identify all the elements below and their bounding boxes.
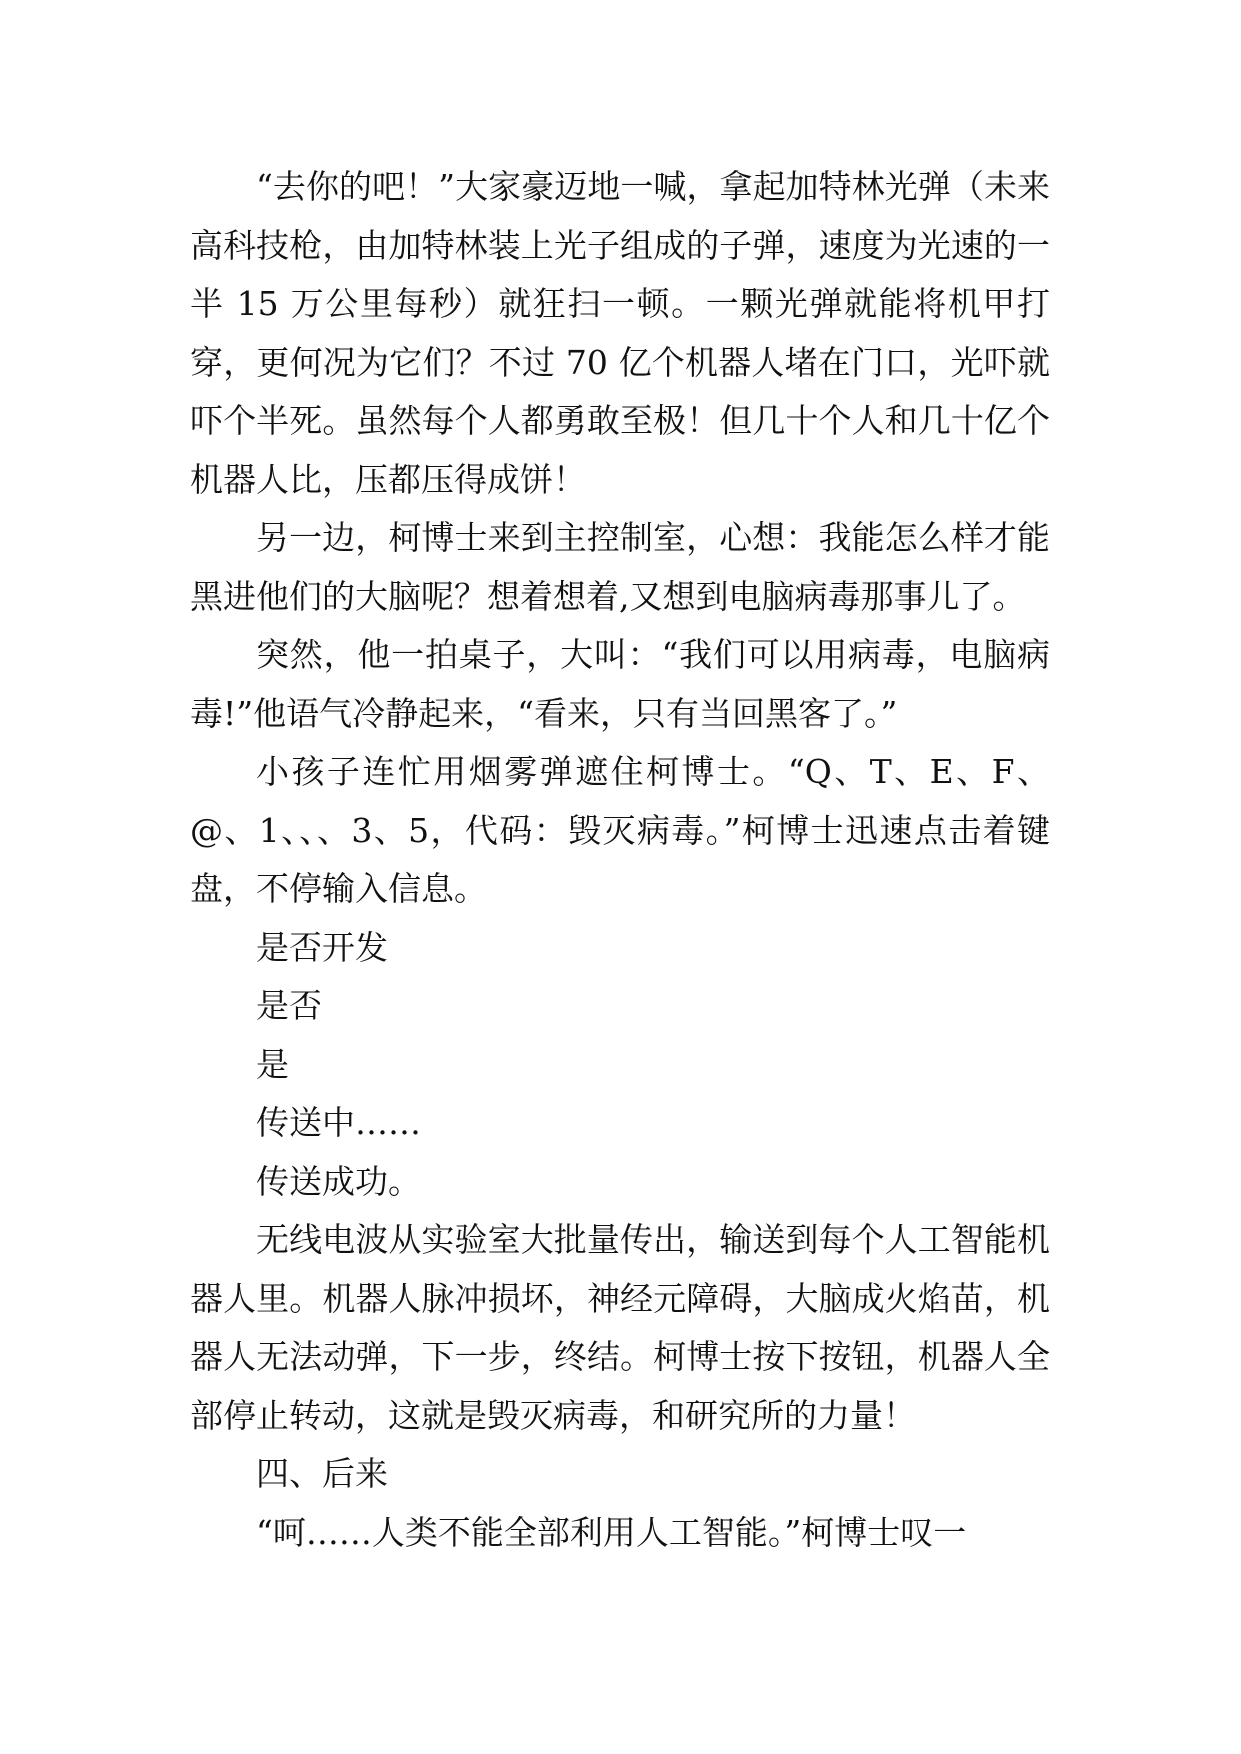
paragraph-radio-waves: 无线电波从实验室大批量传出，输送到每个人工智能机器人里。机器人脉冲损坏，神经元障碍，大脑成火焰苗，机器人无法动弹，下一步，终结。柯博士按下按钮，机器人全部停止转动，这就是毁灭病毒，和研究所的力量！ [190,1220,1050,1435]
line-transmitting: 传送中…… [256,1103,421,1142]
paragraph-code-input: 小孩子连忙用烟雾弹遮住柯博士。“Q、T、E、F、@、1、、、3、5，代码：毁灭病毒。”柯博士迅速点击着键盘，不停输入信息。 [190,752,1050,908]
line-yes: 是 [256,1044,289,1084]
section-heading-later: 四、后来 [256,1454,388,1493]
paragraph-sigh: “呵……人类不能全部利用人工智能。”柯博士叹一 [256,1512,967,1552]
paragraph-control-room: 另一边，柯博士来到主控制室，心想：我能怎么样才能黑进他们的大脑呢？想着想着,又想到电脑病毒那事儿了。 [190,518,1050,616]
paragraph-virus-idea: 突然，他一拍桌子，大叫：“我们可以用病毒，电脑病毒!”他语气冷静起来，“看来，只有当回黑客了。” [190,635,1050,733]
body-text [190,158,1050,1562]
line-yes-no: 是否 [256,986,322,1025]
line-transmit-success: 传送成功。 [256,1161,421,1201]
paragraph-battle: “去你的吧！”大家豪迈地一喊，拿起加特林光弹（未来高科技枪，由加特林装上光子组成的子弹，速度为光速的一半 15 万公里每秒）就狂扫一顿。一颗光弹就能将机甲打穿，更何况为它们？不过 70 亿个机器人堵在门口，光吓就吓个半死。虽然每个人都勇敢至极！但几十个人和几十亿个机器人比，压都压得成饼！ [190,167,1050,499]
line-develop-prompt: 是否开发 [256,927,388,967]
